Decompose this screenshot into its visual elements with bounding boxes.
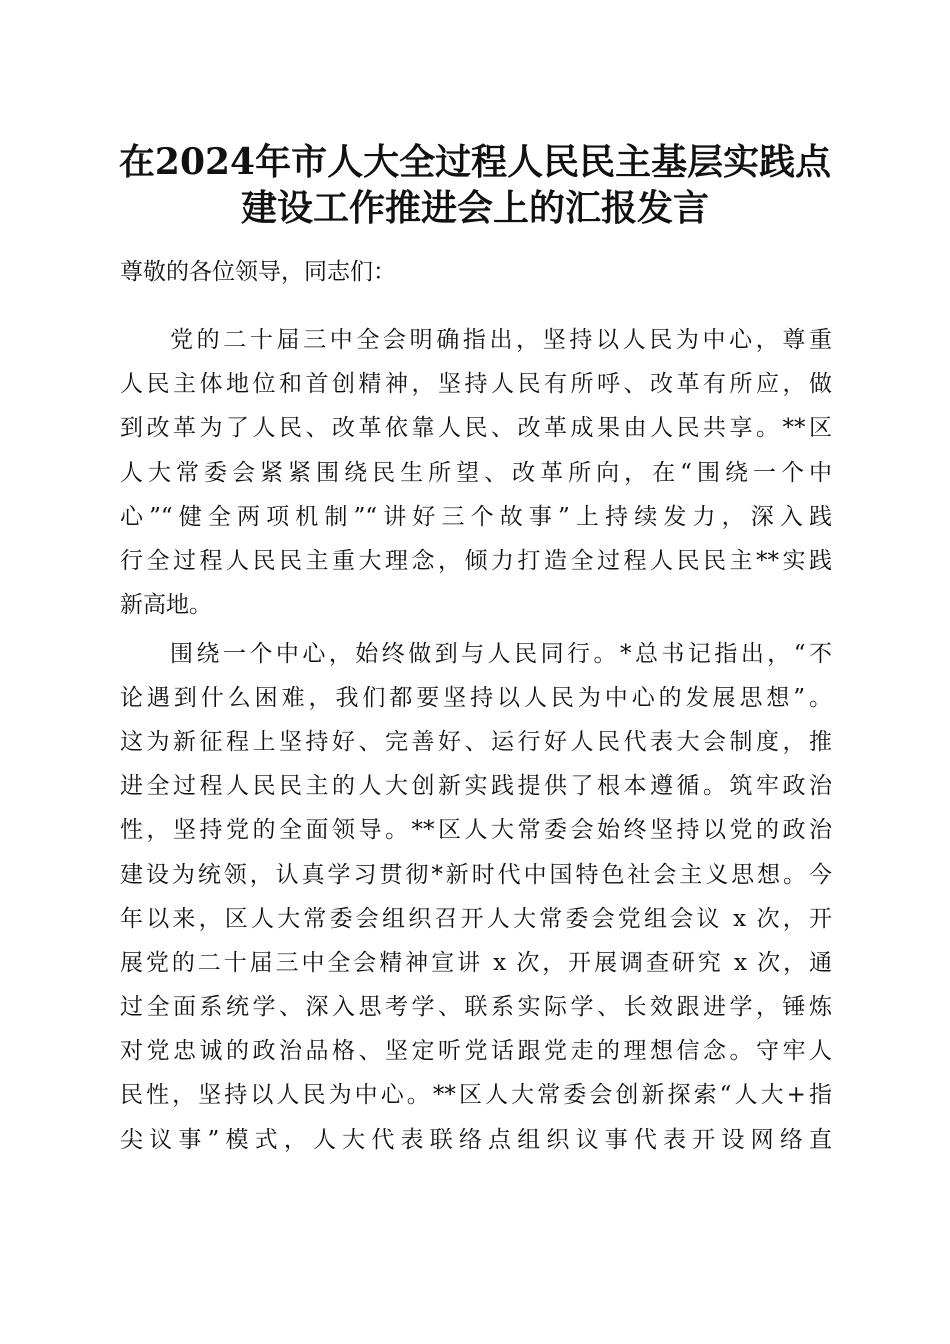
paragraph-1-line: 党的二十届三中全会明确指出，坚持以人民为中心，尊重: [170, 327, 832, 353]
paragraph-2-line: 性，坚持党的全面领导。**区人大常委会始终坚持以党的政治: [120, 817, 832, 843]
document-title-line-2: 建设工作推进会上的汇报发言: [240, 187, 709, 229]
paragraph-2-line: 进全过程人民民主的人大创新实践提供了根本遵循。筑牢政治: [120, 773, 832, 799]
paragraph-1-line: 到改革为了人民、改革依靠人民、改革成果由人民共享。**区: [120, 415, 832, 441]
paragraph-2-line: 过全面系统学、深入思考学、联系实际学、长效跟进学，锤炼: [120, 994, 832, 1020]
paragraph-2-line: 这为新征程上坚持好、完善好、运行好人民代表大会制度，推: [120, 729, 832, 755]
paragraph-2-line: 建设为统领，认真学习贯彻*新时代中国特色社会主义思想。今: [120, 862, 832, 888]
paragraph-1-line: 人大常委会紧紧围绕民生所望、改革所向，在“围绕一个中: [120, 460, 832, 486]
paragraph-2-line: 民性，坚持以人民为中心。**区人大常委会创新探索“人大+指: [120, 1082, 832, 1108]
paragraph-2-line: 论遇到什么困难，我们都要坚持以人民为中心的发展思想”。: [120, 685, 832, 711]
paragraph-1-line: 新高地。: [120, 592, 212, 618]
paragraph-2-line: 展党的二十届三中全会精神宣讲 x 次，开展调查研究 x 次，通: [120, 950, 832, 976]
paragraph-2-line: 围绕一个中心，始终做到与人民同行。*总书记指出，“不: [170, 641, 832, 667]
paragraph-2-line: 尖议事”模式，人大代表联络点组织议事代表开设网络直: [120, 1127, 832, 1153]
paragraph-2-line: 年以来，区人大常委会组织召开人大常委会党组会议 x 次，开: [120, 906, 832, 932]
paragraph-1-line: 人民主体地位和首创精神，坚持人民有所呼、改革有所应，做: [120, 371, 832, 397]
paragraph-1-line: 心”“健全两项机制”“讲好三个故事”上持续发力，深入践: [120, 504, 832, 530]
paragraph-2-line: 对党忠诚的政治品格、坚定听党话跟党走的理想信念。守牢人: [120, 1038, 832, 1064]
document-title-line-1: 在2024年市人大全过程人民民主基层实践点: [118, 141, 832, 183]
salutation: 尊敬的各位领导，同志们：: [120, 259, 396, 285]
paragraph-1-line: 行全过程人民民主重大理念，倾力打造全过程人民民主**实践: [120, 548, 832, 574]
